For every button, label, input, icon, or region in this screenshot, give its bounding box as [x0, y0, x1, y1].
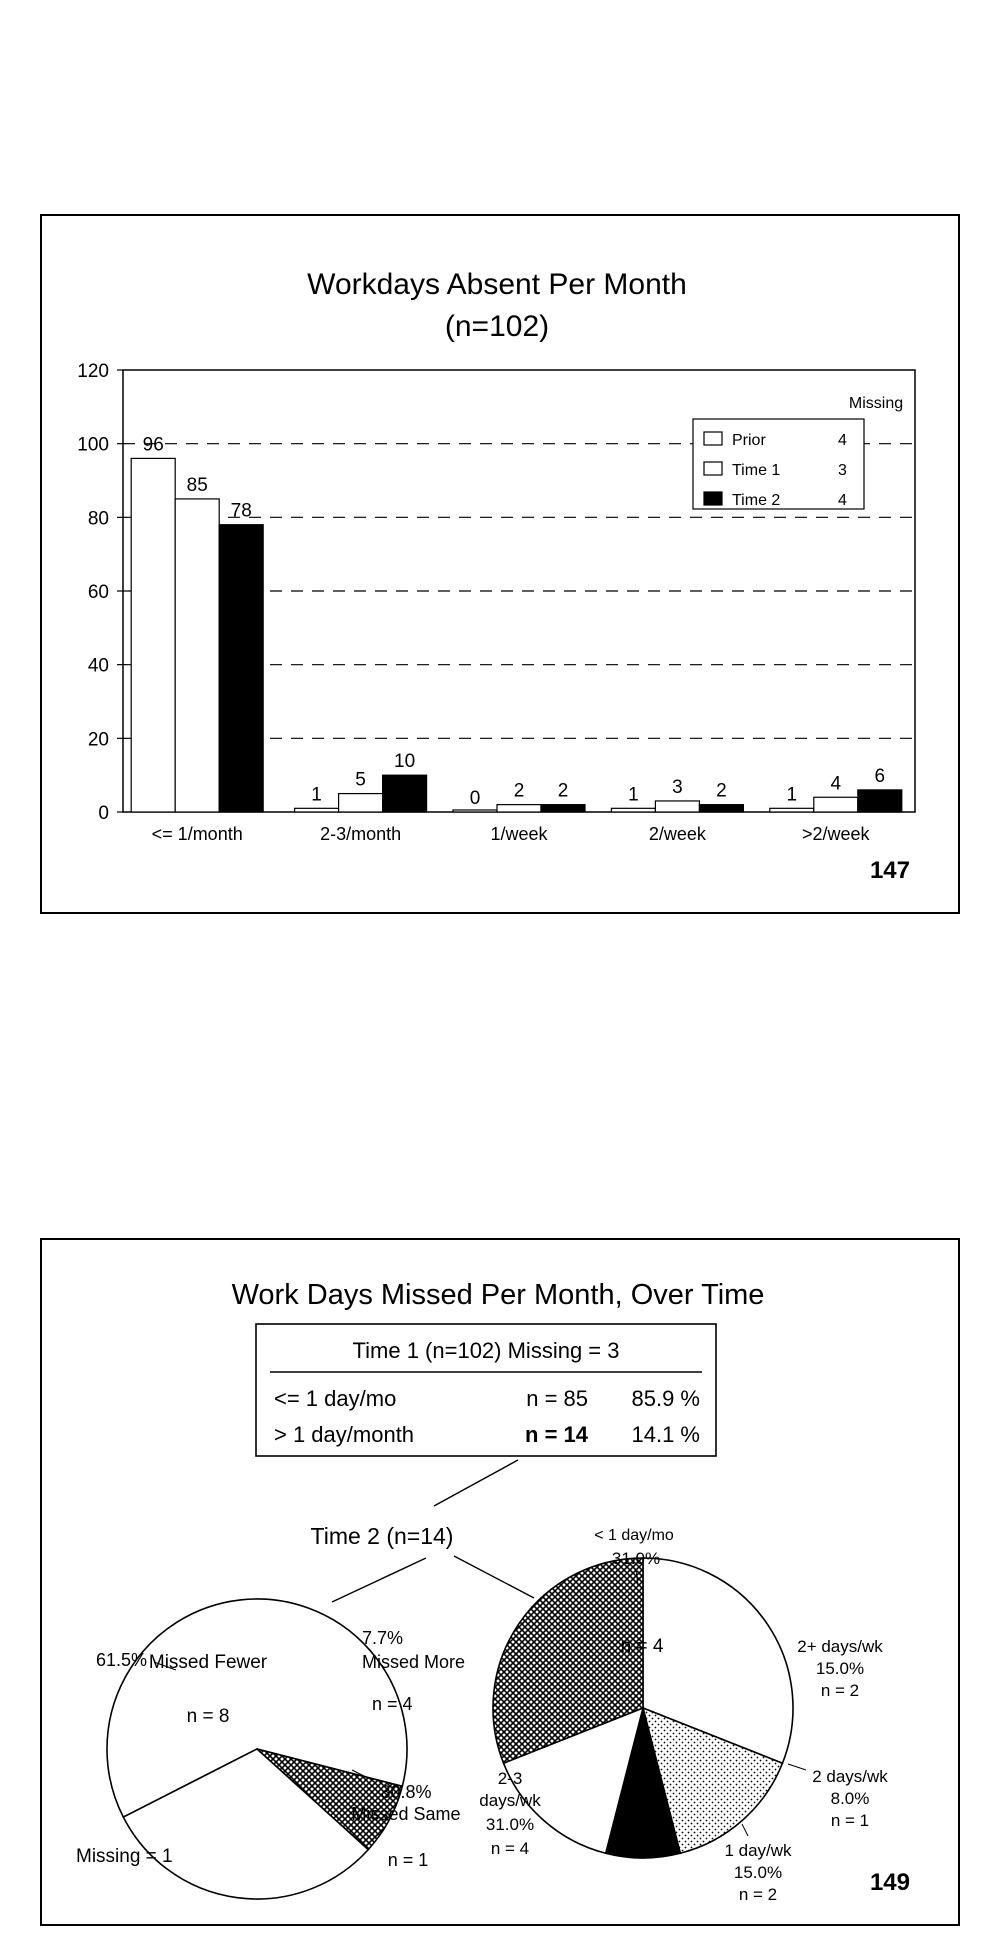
bar: [611, 808, 655, 812]
bar: [175, 499, 219, 812]
slice-pct-label: 15.0%: [733, 1863, 783, 1882]
bar-value-label: 78: [230, 500, 252, 522]
legend-swatch: [704, 492, 722, 505]
legend-swatch: [704, 432, 722, 445]
slice-pct-label: 30.8%: [380, 1782, 432, 1802]
y-tick-label: 0: [98, 803, 109, 824]
y-tick-label: 40: [87, 655, 109, 677]
summary-row-label: > 1 day/month: [274, 1422, 415, 1447]
pie-right: [490, 1558, 793, 1858]
x-tick-label: 2/week: [648, 824, 706, 844]
slice-name-label: days/wk: [479, 1791, 541, 1810]
y-tick-label: 60: [87, 582, 109, 603]
legend-label: Time 1: [732, 462, 781, 479]
page-number: 147: [869, 857, 910, 884]
branch-label: Time 2 (n=14): [310, 1523, 454, 1549]
slice-n-label: n = 4: [490, 1839, 530, 1858]
x-tick-label: 1/week: [490, 824, 548, 844]
summary-table-header: Time 1 (n=102) Missing = 3: [352, 1338, 620, 1363]
summary-table: [256, 1324, 716, 1456]
slice-name-label: Missed Fewer: [148, 1652, 268, 1673]
bar-value-label: 1: [628, 784, 639, 806]
bar-value-label: 85: [186, 474, 208, 496]
bar-chart-title: Workdays Absent Per Month: [307, 268, 687, 301]
slice-name-label: Missed More: [362, 1652, 466, 1672]
bar-value-label: 0: [469, 788, 481, 809]
y-tick-label: 80: [87, 508, 109, 530]
slice-name-label: 2+ days/wk: [797, 1637, 883, 1656]
y-tick-label: 100: [77, 434, 109, 456]
slice-n-label: n = 4: [372, 1694, 413, 1714]
legend-label: Prior: [732, 432, 766, 449]
bar-value-label: 1: [786, 784, 798, 806]
bar: [541, 805, 585, 812]
bar: [497, 805, 541, 812]
pie-chart-panel: [40, 1238, 960, 1926]
page-number: 149: [869, 1869, 910, 1896]
bar-chart-subtitle: (n=102): [444, 310, 550, 343]
bar-chart-panel: [40, 214, 960, 914]
slice-name-label: 2 days/wk: [812, 1767, 888, 1786]
summary-row-n: n = 85: [526, 1386, 588, 1411]
bar-value-label: 4: [830, 773, 842, 795]
slice-pct-label: 61.5%: [96, 1650, 148, 1670]
legend-missing-value: 3: [838, 462, 847, 479]
slice-n-label: n = 2: [820, 1681, 860, 1700]
missing-label: Missing = 1: [76, 1846, 173, 1867]
bar-value-label: 6: [874, 765, 886, 787]
x-axis-labels: [152, 824, 871, 844]
slice-n-label: n = 1: [387, 1850, 429, 1870]
legend-header: Missing: [848, 395, 904, 412]
y-axis: [77, 361, 123, 824]
x-tick-label: >2/week: [802, 824, 870, 844]
bar: [699, 805, 743, 812]
bar: [131, 458, 175, 812]
slice-pct-label: 8.0%: [830, 1789, 870, 1808]
bar: [858, 790, 902, 812]
slice-name-label: 2-3: [497, 1769, 523, 1788]
legend-swatch: [704, 462, 722, 475]
slice-pct-label: 7.7%: [362, 1628, 404, 1648]
bar: [383, 775, 427, 812]
bar-value-label: 3: [672, 776, 683, 798]
y-tick-label: 120: [77, 361, 109, 382]
bar: [655, 801, 699, 812]
legend-label: Time 2: [732, 492, 781, 509]
slice-n-label: n = 1: [830, 1811, 870, 1830]
y-tick-label: 20: [87, 729, 109, 751]
slice-pct-label: 15.0%: [815, 1659, 865, 1678]
bar-value-label: 5: [355, 769, 366, 791]
slice-n-label: n = 2: [738, 1885, 778, 1904]
pie-charts: [42, 1240, 958, 1924]
slice-pct-label: 31.0%: [611, 1549, 661, 1568]
slice-n-label: n = 4: [620, 1636, 664, 1657]
bar-value-label: 2: [513, 780, 525, 802]
bar-value-label: 96: [142, 434, 164, 456]
legend: [693, 395, 903, 509]
bar: [219, 525, 263, 812]
bar-value-label: 1: [311, 784, 322, 806]
bar-value-label: 10: [394, 751, 416, 773]
slice-name-label: Missed Same: [351, 1804, 461, 1824]
pie-chart-title: Work Days Missed Per Month, Over Time: [231, 1279, 765, 1311]
legend-missing-value: 4: [838, 492, 847, 509]
bar-value-label: 2: [557, 780, 569, 802]
summary-row-n: n = 14: [525, 1422, 588, 1447]
bar: [339, 794, 383, 812]
slice-n-label: n = 8: [186, 1706, 230, 1727]
summary-row-label: <= 1 day/mo: [274, 1386, 397, 1411]
summary-row-pct: 85.9 %: [631, 1386, 700, 1411]
bar-chart: [42, 216, 958, 912]
bar: [814, 797, 858, 812]
x-tick-label: 2-3/month: [320, 824, 402, 844]
bar: [295, 808, 339, 812]
slice-name-label: < 1 day/mo: [594, 1527, 674, 1544]
slice-name-label: 1 day/wk: [724, 1841, 792, 1860]
bar-value-label: 2: [716, 780, 727, 802]
bar: [770, 808, 814, 812]
x-tick-label: <= 1/month: [151, 824, 243, 844]
slice-pct-label: 31.0%: [485, 1815, 535, 1834]
legend-missing-value: 4: [838, 432, 847, 449]
summary-row-pct: 14.1 %: [631, 1422, 700, 1447]
bar: [453, 810, 497, 812]
